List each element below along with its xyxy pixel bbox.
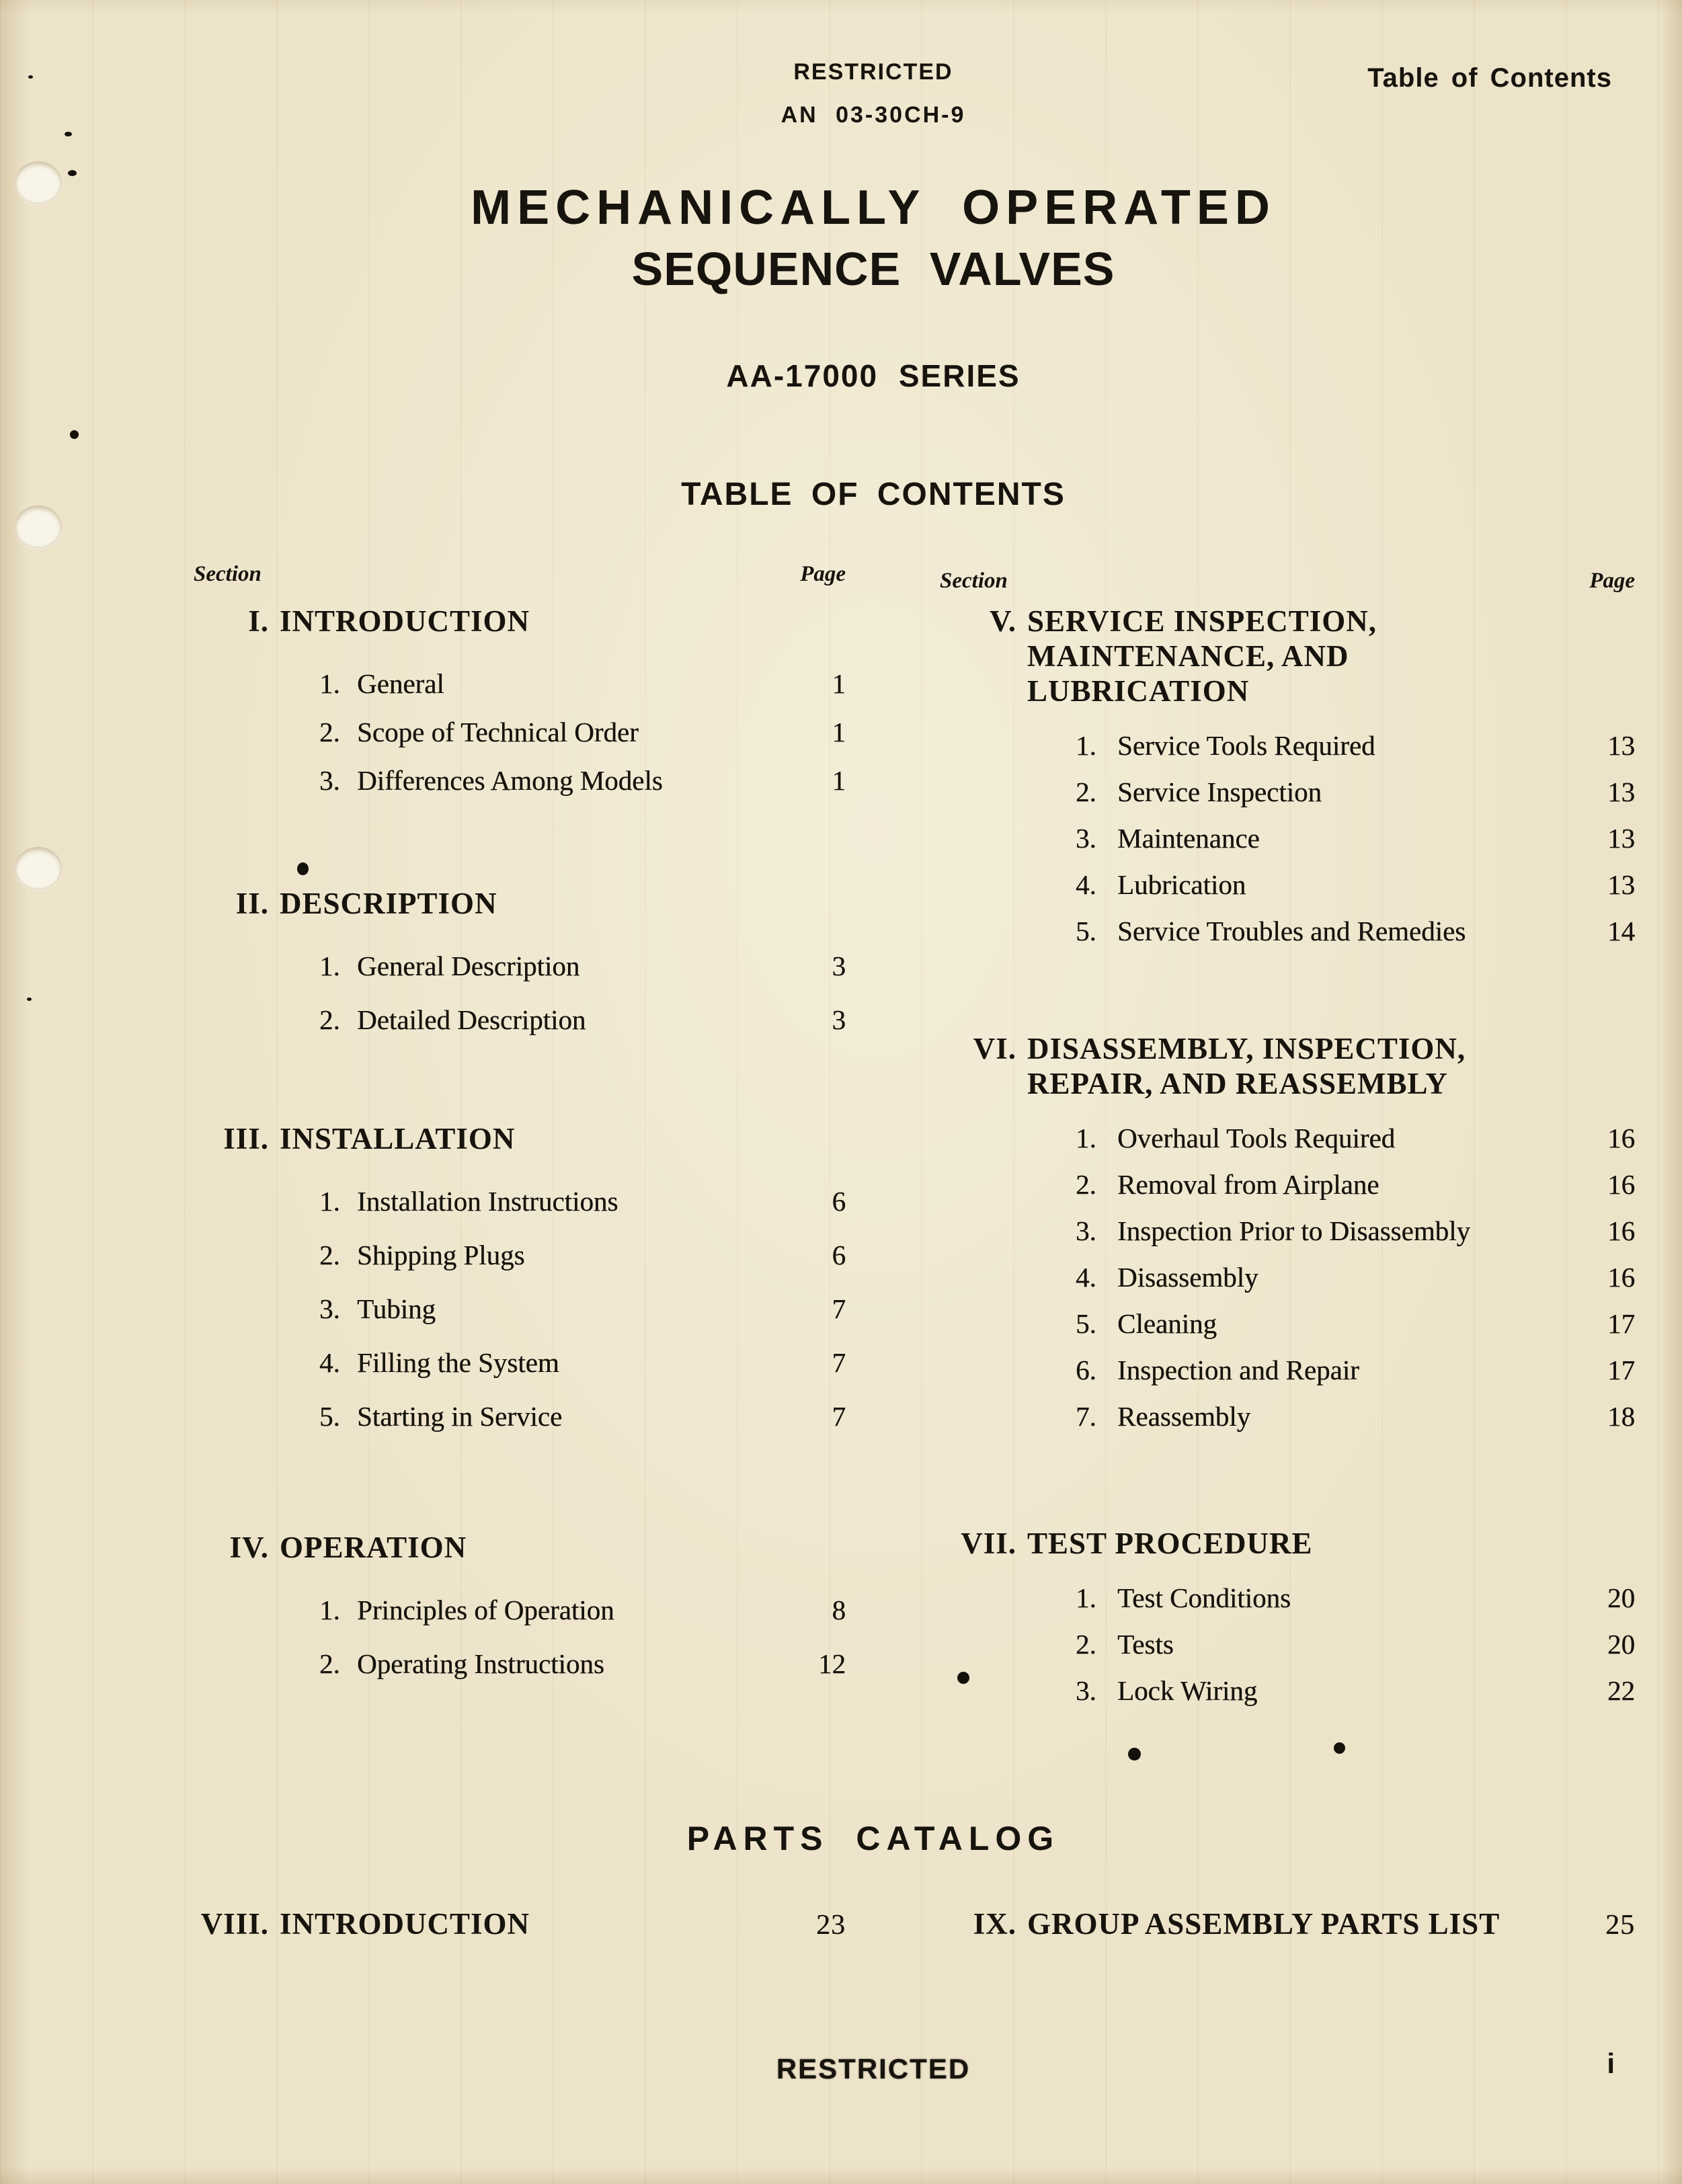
entry-number: 1.	[1076, 730, 1096, 761]
toc-entry	[940, 1582, 1635, 1613]
entry-number: 1.	[1076, 1123, 1096, 1154]
entry-label: Principles of Operation	[357, 1594, 614, 1625]
entry-page: 8	[832, 1594, 846, 1625]
ink-speck	[65, 132, 72, 136]
toc-section-introduction	[194, 604, 846, 813]
entry-number: 1.	[319, 1186, 340, 1217]
entry-label: Test Conditions	[1117, 1582, 1291, 1613]
section-heading	[194, 886, 846, 921]
toc-section-description	[194, 886, 846, 1058]
section-numeral: IX.	[973, 1907, 1016, 1941]
entry-page: 7	[832, 1293, 846, 1324]
ink-speck	[68, 170, 77, 176]
entry-page: 20	[1607, 1629, 1635, 1660]
entry-number: 4.	[1076, 869, 1096, 900]
entry-label: Installation Instructions	[357, 1186, 618, 1217]
ink-speck	[1334, 1742, 1345, 1754]
entry-page: 3	[832, 951, 846, 981]
entry-page: 20	[1607, 1582, 1635, 1613]
punch-hole	[15, 161, 62, 204]
entry-page: 17	[1607, 1308, 1635, 1339]
ink-speck	[27, 998, 32, 1001]
section-numeral: IV.	[229, 1531, 269, 1564]
entry-label: General	[357, 668, 444, 699]
entry-number: 2.	[1076, 1629, 1096, 1660]
page-column-label: Page	[1589, 569, 1635, 593]
entry-page: 1	[832, 717, 846, 747]
section-title: INSTALLATION	[280, 1122, 516, 1156]
section-heading	[940, 1526, 1635, 1561]
toc-entry	[194, 1240, 846, 1270]
header-restricted-stamp: RESTRICTED	[793, 59, 953, 85]
entry-page: 25	[1605, 1910, 1635, 1941]
entry-label: Filling the System	[357, 1347, 559, 1378]
toc-entry	[940, 1169, 1635, 1200]
page-column-label: Page	[800, 562, 846, 586]
entry-label: Shipping Plugs	[357, 1240, 525, 1270]
toc-entry	[194, 1347, 846, 1378]
entry-number: 2.	[319, 1004, 340, 1035]
toc-entry	[940, 1262, 1635, 1293]
section-title: SERVICE INSPECTION, MAINTENANCE, AND LUBRICATION	[1027, 604, 1377, 708]
header-corner-label: Table of Contents	[1367, 63, 1612, 93]
entry-number: 2.	[319, 717, 340, 747]
section-numeral: VIII.	[200, 1907, 269, 1941]
entry-label: Inspection Prior to Disassembly	[1117, 1215, 1470, 1246]
entry-page: 23	[816, 1910, 846, 1941]
section-title: OPERATION	[280, 1531, 467, 1564]
entry-page: 16	[1607, 1215, 1635, 1246]
section-title: INTRODUCTION	[280, 1907, 530, 1941]
entry-number: 4.	[319, 1347, 340, 1378]
entry-number: 5.	[319, 1401, 340, 1432]
entry-label: Cleaning	[1117, 1308, 1217, 1339]
entry-page: 14	[1607, 916, 1635, 946]
toc-heading: TABLE OF CONTENTS	[681, 477, 1066, 512]
entry-page: 7	[832, 1401, 846, 1432]
section-heading	[940, 604, 1635, 709]
ink-speck	[297, 862, 309, 875]
section-heading	[940, 1031, 1635, 1101]
toc-entry	[940, 1629, 1635, 1660]
entry-page: 12	[818, 1648, 846, 1679]
entry-label: Lubrication	[1117, 869, 1246, 900]
column-labels	[940, 569, 1635, 594]
entry-label: Reassembly	[1117, 1401, 1251, 1432]
section-heading	[194, 1530, 846, 1565]
entry-number: 2.	[1076, 776, 1096, 807]
parts-catalog-entry-viii	[194, 1906, 846, 1943]
section-numeral: III.	[223, 1122, 269, 1156]
entry-page: 7	[832, 1347, 846, 1378]
entry-number: 3.	[319, 765, 340, 796]
section-numeral: VII.	[961, 1527, 1016, 1560]
section-column-label: Section	[940, 569, 1008, 593]
entry-page: 13	[1607, 823, 1635, 854]
toc-section-installation	[194, 1121, 846, 1455]
toc-entry	[194, 1186, 846, 1217]
entry-label: Tubing	[357, 1293, 436, 1324]
document-title-line1: MECHANICALLY OPERATED	[471, 181, 1276, 235]
entry-label: Service Tools Required	[1117, 730, 1375, 761]
toc-entry	[940, 1401, 1635, 1432]
parts-catalog-entry-ix	[940, 1906, 1635, 1943]
entry-number: 1.	[319, 1594, 340, 1625]
toc-entry	[194, 765, 846, 796]
footer-restricted-stamp: RESTRICTED	[776, 2053, 971, 2085]
entry-page: 17	[1607, 1354, 1635, 1385]
folio-page-number: i	[1607, 2048, 1615, 2079]
entry-number: 3.	[1076, 823, 1096, 854]
entry-page: 6	[832, 1240, 846, 1270]
toc-entry	[940, 730, 1635, 761]
entry-label: Overhaul Tools Required	[1117, 1123, 1396, 1154]
toc-entry	[940, 776, 1635, 807]
entry-label: Disassembly	[1117, 1262, 1258, 1293]
entry-page: 16	[1607, 1123, 1635, 1154]
entry-label: Detailed Description	[357, 1004, 586, 1035]
section-numeral: VI.	[973, 1032, 1016, 1065]
entry-number: 1.	[319, 668, 340, 699]
entry-label: General Description	[357, 951, 580, 981]
entry-label: Operating Instructions	[357, 1648, 604, 1679]
toc-entry	[940, 1123, 1635, 1154]
entry-page: 6	[832, 1186, 846, 1217]
section-title: GROUP ASSEMBLY PARTS LIST	[1027, 1907, 1500, 1941]
entry-number: 3.	[1076, 1675, 1096, 1706]
entry-label: Tests	[1117, 1629, 1174, 1660]
section-title: INTRODUCTION	[280, 604, 530, 638]
toc-entry	[940, 1215, 1635, 1246]
section-title: DISASSEMBLY, INSPECTION, REPAIR, AND REASSEMBLY	[1027, 1032, 1466, 1100]
toc-section-disassembly	[940, 1031, 1635, 1447]
entry-number: 7.	[1076, 1401, 1096, 1432]
toc-entry	[940, 1675, 1635, 1706]
toc-section-operation	[194, 1530, 846, 1702]
entry-number: 5.	[1076, 916, 1096, 946]
entry-number: 6.	[1076, 1354, 1096, 1385]
toc-entry	[194, 1594, 846, 1625]
entry-number: 2.	[1076, 1169, 1096, 1200]
toc-entry	[194, 668, 846, 699]
toc-entry	[194, 1648, 846, 1679]
entry-number: 2.	[319, 1648, 340, 1679]
toc-entry	[940, 1308, 1635, 1339]
parts-catalog-heading: PARTS CATALOG	[686, 1820, 1060, 1857]
toc-entry	[940, 916, 1635, 946]
entry-number: 1.	[319, 951, 340, 981]
column-labels	[194, 562, 846, 587]
entry-label: Maintenance	[1117, 823, 1260, 854]
toc-entry	[194, 951, 846, 981]
entry-number: 3.	[1076, 1215, 1096, 1246]
section-title: TEST PROCEDURE	[1027, 1527, 1313, 1560]
document-title-line2: SEQUENCE VALVES	[631, 243, 1115, 295]
entry-label: Scope of Technical Order	[357, 717, 639, 747]
entry-page: 13	[1607, 776, 1635, 807]
entry-number: 2.	[319, 1240, 340, 1270]
entry-number: 3.	[319, 1293, 340, 1324]
toc-entry	[194, 1293, 846, 1324]
entry-label: Service Troubles and Remedies	[1117, 916, 1466, 946]
toc-section-service-inspection	[940, 604, 1635, 962]
entry-page: 13	[1607, 730, 1635, 761]
entry-page: 1	[832, 765, 846, 796]
entry-label: Starting in Service	[357, 1401, 563, 1432]
toc-entry	[940, 823, 1635, 854]
entry-label: Differences Among Models	[357, 765, 663, 796]
section-numeral: I.	[248, 604, 269, 638]
toc-entry	[194, 717, 846, 747]
entry-page: 13	[1607, 869, 1635, 900]
toc-entry	[194, 1004, 846, 1035]
entry-page: 3	[832, 1004, 846, 1035]
ink-speck	[28, 75, 33, 79]
ink-speck	[1128, 1748, 1141, 1761]
entry-page: 16	[1607, 1169, 1635, 1200]
section-heading	[194, 604, 846, 639]
toc-section-test-procedure	[940, 1526, 1635, 1722]
section-title: DESCRIPTION	[280, 887, 497, 920]
section-numeral: II.	[235, 887, 269, 920]
entry-number: 5.	[1076, 1308, 1096, 1339]
entry-page: 1	[832, 668, 846, 699]
entry-number: 4.	[1076, 1262, 1096, 1293]
ink-speck	[70, 430, 79, 439]
toc-entry	[194, 1401, 846, 1432]
entry-label: Removal from Airplane	[1117, 1169, 1379, 1200]
entry-page: 16	[1607, 1262, 1635, 1293]
entry-page: 18	[1607, 1401, 1635, 1432]
punch-hole	[15, 505, 62, 549]
series-subtitle: AA-17000 SERIES	[726, 358, 1020, 393]
toc-entry	[940, 1354, 1635, 1385]
header-doc-number: AN 03-30CH-9	[780, 102, 966, 128]
punch-hole	[15, 847, 62, 890]
section-heading	[194, 1121, 846, 1156]
ink-speck	[957, 1672, 969, 1684]
entry-label: Service Inspection	[1117, 776, 1322, 807]
section-numeral: V.	[990, 604, 1016, 638]
entry-number: 1.	[1076, 1582, 1096, 1613]
toc-entry	[940, 869, 1635, 900]
entry-label: Inspection and Repair	[1117, 1354, 1359, 1385]
entry-label: Lock Wiring	[1117, 1675, 1258, 1706]
entry-page: 22	[1607, 1675, 1635, 1706]
section-column-label: Section	[194, 562, 262, 586]
